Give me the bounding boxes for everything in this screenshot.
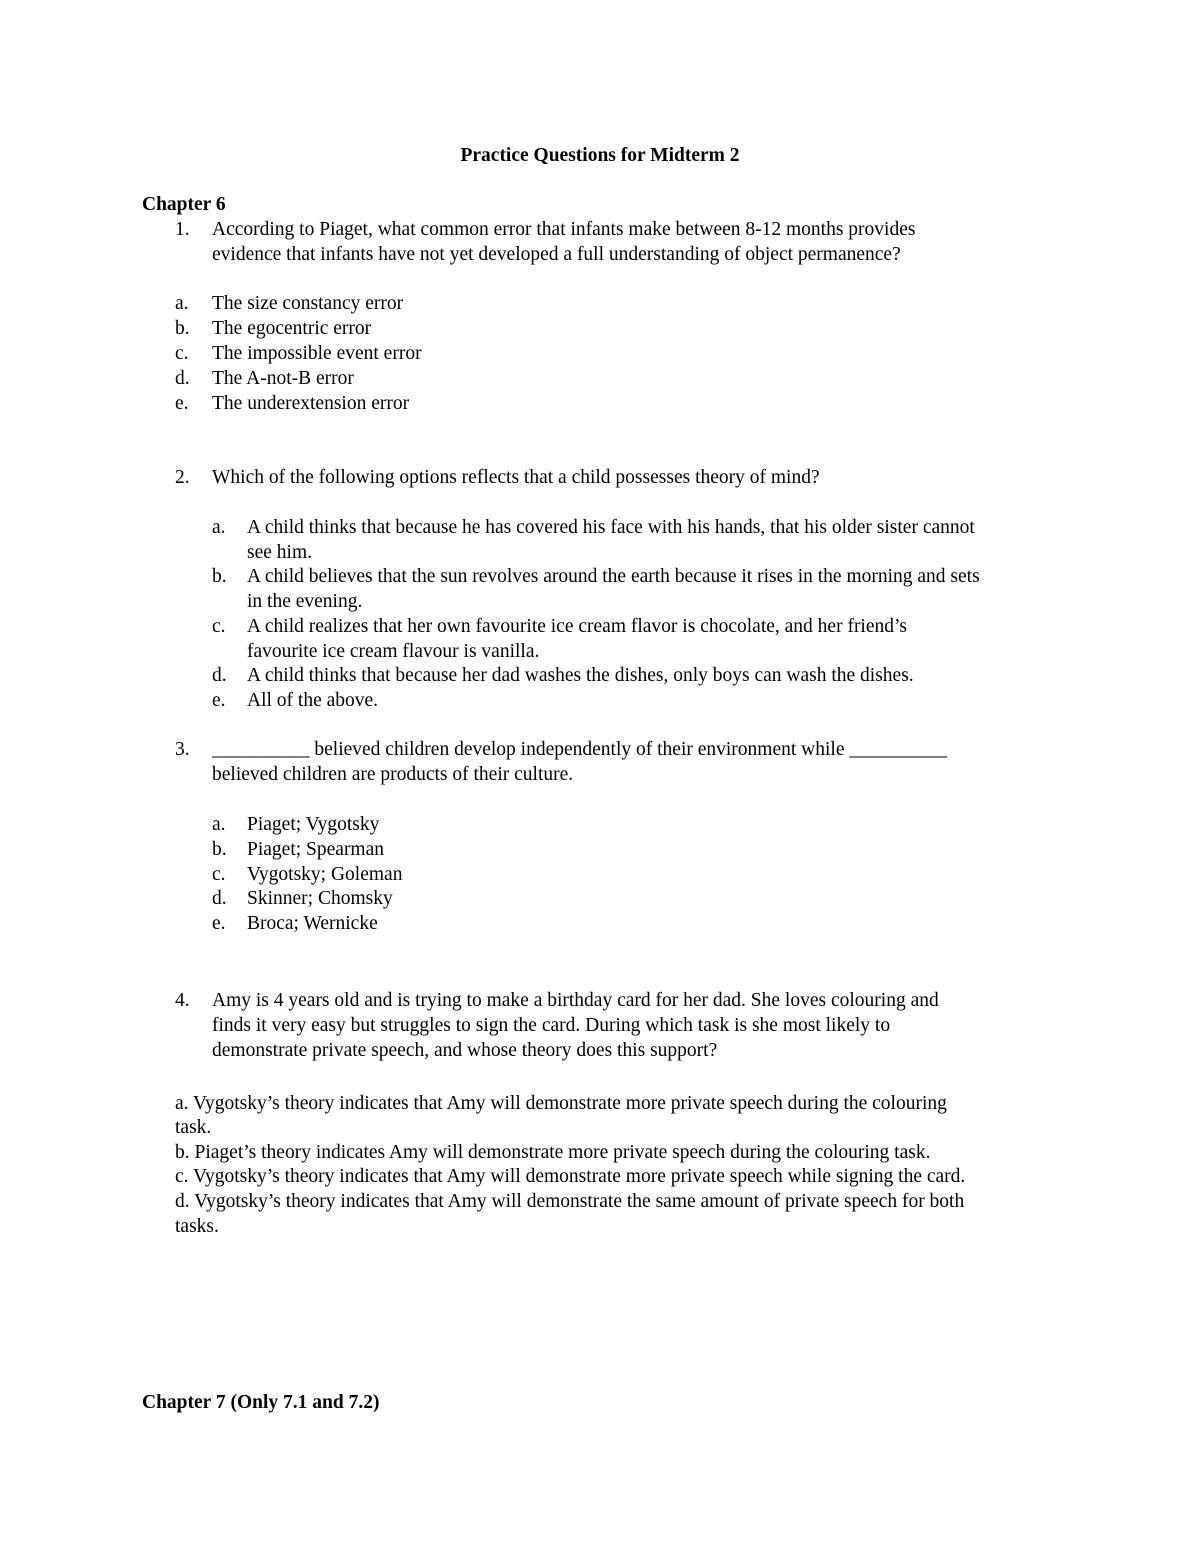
q3-option-label: a.	[212, 814, 226, 835]
q3-option-text: Piaget; Vygotsky	[247, 814, 380, 835]
q2-option-text: A child realizes that her own favourite ice cream flavor is chocolate, and her friend’s	[247, 616, 908, 637]
q2-option-text: A child believes that the sun revolves around the earth because it rises in the morning and sets	[247, 566, 980, 587]
q2-number: 2.	[175, 467, 190, 488]
q3-option-label: c.	[212, 864, 226, 885]
q1-option-text: The egocentric error	[212, 318, 372, 339]
q2-option-label: c.	[212, 616, 226, 637]
q3-option-text: Vygotsky; Goleman	[247, 864, 403, 885]
q1-option-label: b.	[175, 318, 190, 339]
q4-number: 4.	[175, 990, 190, 1011]
q1-option-label: e.	[175, 393, 189, 414]
q1-text-line2: evidence that infants have not yet developed a full understanding of object permanence?	[212, 244, 901, 265]
q2-text-line1: Which of the following options reflects that a child possesses theory of mind?	[212, 467, 820, 488]
q4-text-line2: finds it very easy but struggles to sign the card. During which task is she most likely to	[212, 1015, 891, 1036]
q2-option-label: a.	[212, 517, 226, 538]
q3-option-label: e.	[212, 913, 226, 934]
q1-number: 1.	[175, 219, 190, 240]
q2-option-label: b.	[212, 566, 227, 587]
q4-option-a: a. Vygotsky’s theory indicates that Amy will demonstrate more private speech during the colouring	[175, 1093, 947, 1114]
q4-option-b: b. Piaget’s theory indicates Amy will demonstrate more private speech during the colouring task.	[175, 1142, 931, 1163]
q2-option-text: see him.	[247, 542, 312, 563]
q2-option-label: d.	[212, 665, 227, 686]
q3-text-line1: __________ believed children develop independently of their environment while __________	[212, 739, 947, 760]
q4-text-line1: Amy is 4 years old and is trying to make a birthday card for her dad. She loves colouring and	[212, 990, 939, 1011]
q1-option-label: c.	[175, 343, 189, 364]
q4-text-line3: demonstrate private speech, and whose theory does this support?	[212, 1040, 718, 1061]
q1-option-text: The underextension error	[212, 393, 410, 414]
chapter-6-heading: Chapter 6	[142, 194, 226, 215]
q1-option-text: The A-not-B error	[212, 368, 354, 389]
chapter-7-heading: Chapter 7 (Only 7.1 and 7.2)	[142, 1392, 380, 1413]
q3-number: 3.	[175, 739, 190, 760]
q2-option-text: A child thinks that because he has covered his face with his hands, that his older sister cannot	[247, 517, 975, 538]
q1-option-label: d.	[175, 368, 190, 389]
q4-option-a-cont: task.	[175, 1117, 212, 1138]
q3-option-text: Skinner; Chomsky	[247, 888, 393, 909]
q2-option-text: favourite ice cream flavour is vanilla.	[247, 641, 540, 662]
q2-option-text: A child thinks that because her dad washes the dishes, only boys can wash the dishes.	[247, 665, 914, 686]
q2-option-text: All of the above.	[247, 690, 379, 711]
q3-option-text: Piaget; Spearman	[247, 839, 385, 860]
q1-option-text: The size constancy error	[212, 293, 404, 314]
q2-option-label: e.	[212, 690, 226, 711]
q4-option-d: d. Vygotsky’s theory indicates that Amy will demonstrate the same amount of private speech for both	[175, 1191, 965, 1212]
q4-option-d-cont: tasks.	[175, 1216, 219, 1237]
page-title: Practice Questions for Midterm 2	[460, 145, 740, 166]
q1-option-label: a.	[175, 293, 189, 314]
q4-option-c: c. Vygotsky’s theory indicates that Amy will demonstrate more private speech while signing the card.	[175, 1166, 966, 1187]
q3-option-text: Broca; Wernicke	[247, 913, 378, 934]
q3-option-label: d.	[212, 888, 227, 909]
q2-option-text: in the evening.	[247, 591, 363, 612]
q3-option-label: b.	[212, 839, 227, 860]
q3-text-line2: believed children are products of their culture.	[212, 764, 574, 785]
q1-text-line1: According to Piaget, what common error that infants make between 8-12 months provides	[212, 219, 916, 240]
q1-option-text: The impossible event error	[212, 343, 422, 364]
